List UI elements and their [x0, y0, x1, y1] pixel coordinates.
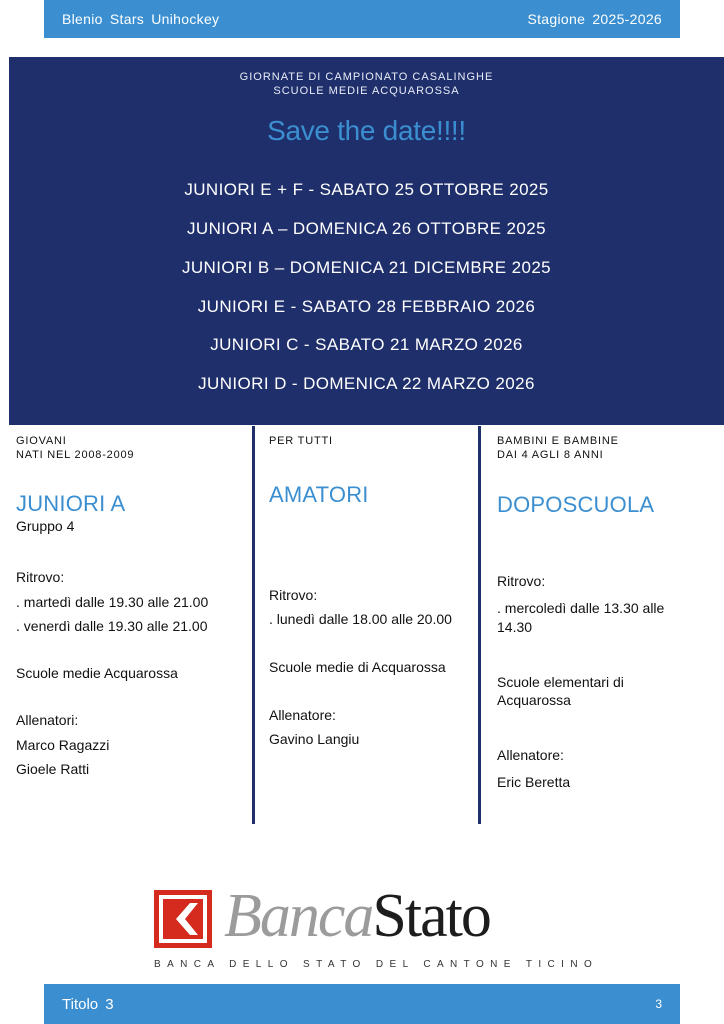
- column-caption: BAMBINI E BAMBINE: [497, 435, 619, 447]
- footer-title: Titolo 3: [62, 995, 114, 1013]
- game-date: JUNIORI D - DOMENICA 22 MARZO 2026: [198, 374, 535, 393]
- meeting-label: Ritrovo:: [16, 569, 65, 585]
- home-games-banner: [9, 57, 724, 425]
- banner-subtitle-2: SCUOLE MEDIE ACQUAROSSA: [273, 85, 460, 97]
- season-label: Stagione 2025-2026: [527, 11, 662, 27]
- wordmark-stato: Stato: [372, 882, 490, 950]
- column-caption: GIOVANI: [16, 435, 67, 447]
- column-caption: PER TUTTI: [269, 435, 333, 447]
- schedule-line: . martedì dalle 19.30 alle 21.00: [16, 594, 209, 610]
- club-name: Blenio Stars Unihockey: [62, 11, 220, 27]
- team-title: DOPOSCUOLA: [497, 492, 655, 517]
- meeting-label: Ritrovo:: [497, 573, 546, 589]
- coach-name: Gavino Langiu: [269, 731, 360, 747]
- schedule-line: 14.30: [497, 619, 533, 635]
- game-date: JUNIORI E - SABATO 28 FEBBRAIO 2026: [197, 297, 536, 316]
- bancastato-tagline: BANCA DELLO STATO DEL CANTONE TICINO: [154, 959, 599, 970]
- team-title: AMATORI: [269, 482, 369, 507]
- game-date: JUNIORI E + F - SABATO 25 OTTOBRE 2025: [184, 180, 549, 199]
- bancastato-logo: [152, 882, 599, 972]
- training-location: Scuole elementari di: [497, 674, 624, 690]
- column-caption: NATI NEL 2008-2009: [16, 449, 135, 461]
- game-date: JUNIORI A – DOMENICA 26 OTTOBRE 2025: [187, 219, 546, 238]
- column-caption: DAI 4 AGLI 8 ANNI: [497, 449, 604, 461]
- team-title: JUNIORI A: [16, 491, 126, 516]
- team-column-amatori: [252, 426, 478, 824]
- banner-subtitle-1: GIORNATE DI CAMPIONATO CASALINGHE: [239, 71, 494, 83]
- training-location: Scuole medie Acquarossa: [16, 665, 178, 681]
- wordmark-banca: Banca: [224, 882, 373, 950]
- training-location: Acquarossa: [497, 692, 571, 708]
- team-column-juniori-a: [16, 426, 248, 824]
- save-the-date-headline: Save the date!!!!: [267, 115, 466, 146]
- meeting-label: Ritrovo:: [269, 587, 318, 603]
- coach-name: Eric Beretta: [497, 774, 571, 790]
- coach-name: Marco Ragazzi: [16, 737, 110, 753]
- coach-name: Gioele Ratti: [16, 761, 90, 777]
- footer-bar: [44, 984, 680, 1024]
- team-group: Gruppo 4: [16, 518, 75, 534]
- coach-label: Allenatori:: [16, 712, 79, 728]
- game-date: JUNIORI B – DOMENICA 21 DICEMBRE 2025: [181, 258, 552, 277]
- bancastato-logo-icon: [154, 890, 212, 948]
- page-number: 3: [655, 997, 662, 1011]
- training-location: Scuole medie di Acquarossa: [269, 659, 446, 675]
- game-date: JUNIORI C - SABATO 21 MARZO 2026: [210, 335, 523, 354]
- schedule-line: . venerdì dalle 19.30 alle 21.00: [16, 618, 208, 634]
- bancastato-wordmark: [224, 878, 490, 954]
- coach-label: Allenatore:: [269, 707, 336, 723]
- schedule-line: . lunedì dalle 18.00 alle 20.00: [269, 611, 452, 627]
- header-bar: [44, 0, 680, 38]
- team-column-doposcuola: [478, 426, 688, 824]
- schedule-line: . mercoledì dalle 13.30 alle: [497, 600, 665, 616]
- coach-label: Allenatore:: [497, 747, 564, 763]
